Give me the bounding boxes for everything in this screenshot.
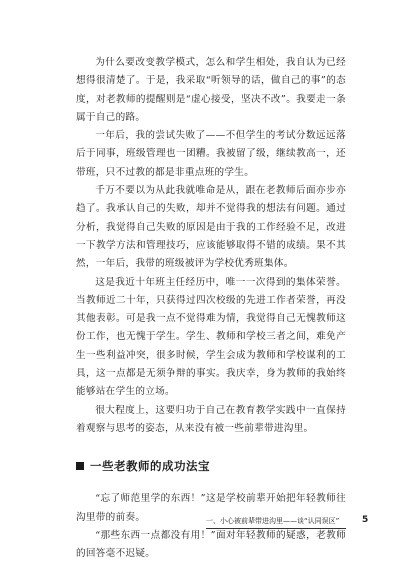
section-title: 一些老教师的成功法宝 [90,459,210,474]
section-heading [76,458,346,474]
paragraph-7: “那些东西一点都没有用！”面对年轻教师的疑惑，老教师的回答毫不迟疑。 [76,529,346,560]
paragraph-6: “忘了师范里学的东西！”这是学校前辈开始把年轻教师往沟里带的前奏。 [76,493,346,523]
footer-rule [206,528,346,529]
paragraph-2: 一年后，我的尝试失败了——不但学生的考试分数远远落后于同事，班级管理也一团糟。我被留了级，继续教高一，还带班，只不过教的都是非重点班的学生。 [76,130,346,178]
paragraph-1: 为什么要改变教学模式，怎么和学生相处，我自认为已经想得很清楚了。于是，我采取“听领导的话，做自己的事”的态度，对老教师的提醒则是“虚心接受，坚决不改”。我要走一条属于自己的路。 [76,57,346,123]
page-number: 5 [362,515,369,525]
paragraph-4: 这是我近十年班主任经历中，唯一一次得到的集体荣誉。当教师近二十年，只获得过四次校级的先进工作者荣誉，再没其他表彰。可是我一点不觉得难为情，我觉得自己无愧教师这份工作，也无愧于学生。学生、教师和学校三者之间，难免产生一些利益冲突，很多时候，学生会成为教师和学校谋利的工具，这一点都是无须争辩的事实。我庆幸，身为教师的我始终能够站在学生的立场。 [76,276,346,398]
running-title: 一、小心被前辈带进沟里——谈“认同误区” [206,517,340,525]
paragraph-5: 很大程度上，这要归功于自己在教育教学实践中一直保持着观察与思考的姿态，从来没有被一些前辈带进沟里。 [76,404,346,434]
paragraph-3: 千万不要以为从此我就唯命是从，跟在老教师后面亦步亦趋了。我承认自己的失败，却并不觉得我的想法有问题。通过分析，我觉得自己失败的原因是由于我的工作经验不足，改进一下教学方法和管理技巧，应该能够取得不错的成绩。果不其然，一年后，我带的班级被评为学校优秀班集体。 [76,185,346,270]
main-text [76,54,346,563]
square-bullet-icon [76,462,84,470]
page-footer [0,516,400,536]
